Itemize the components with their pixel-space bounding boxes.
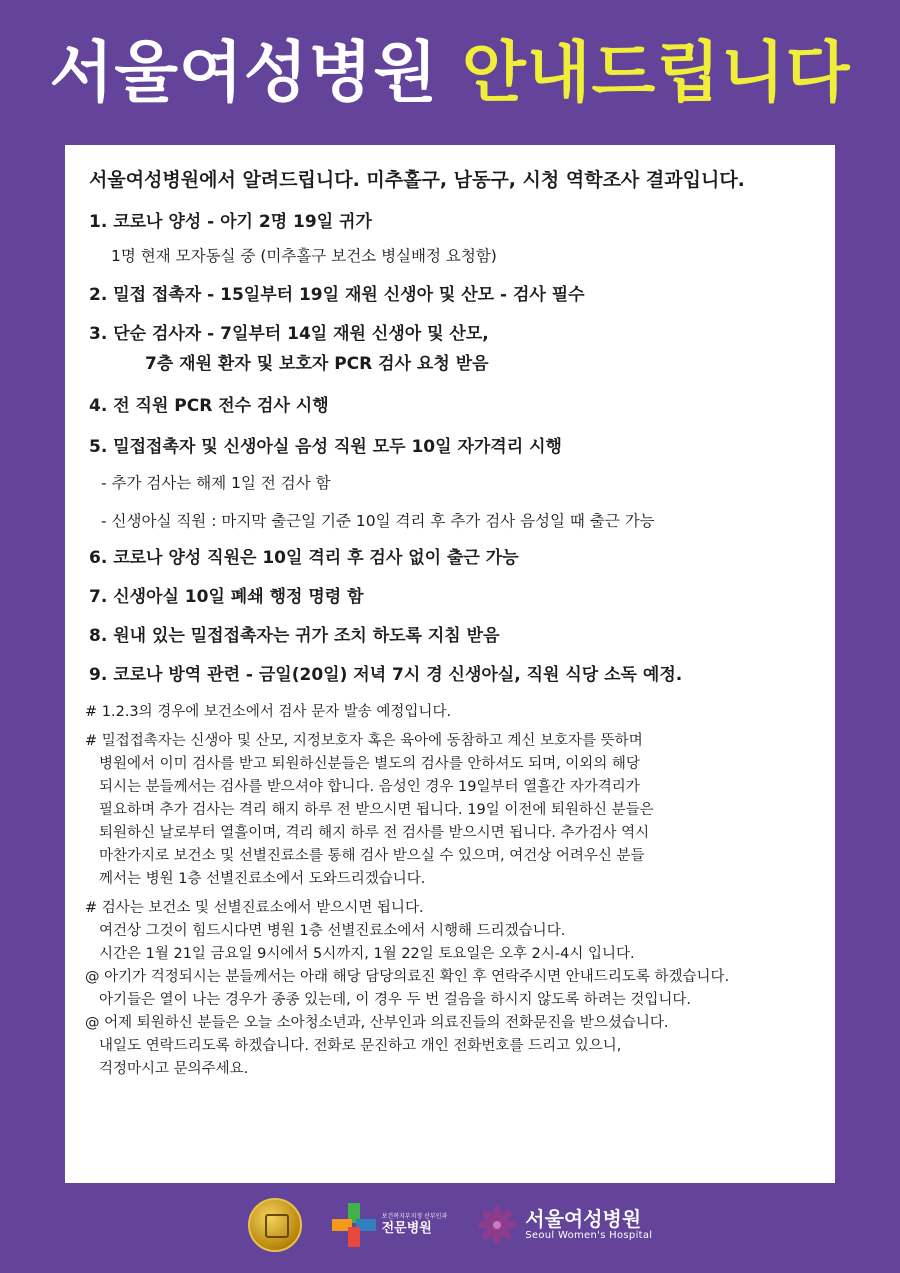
notice-item-3: 3. 단순 검사자 - 7일부터 14일 재원 신생아 및 산모, xyxy=(89,324,489,344)
page-header xyxy=(0,18,900,128)
notice-item-5-detail-2: - 신생아실 직원 : 마지막 출근일 기준 10일 격리 후 추가 검사 음성일 때 출근 가능 xyxy=(101,512,655,530)
medical-cross-icon xyxy=(332,1203,376,1247)
flower-logo-icon xyxy=(477,1205,517,1245)
note-3-line-1: # 검사는 보건소 및 선별진료소에서 받으시면 됩니다. xyxy=(85,900,424,916)
note-3-line-2: 여건상 그것이 힘드시다면 병원 1층 선별진료소에서 시행해 드리겠습니다. xyxy=(99,923,566,939)
designation-text: 전문병원 xyxy=(381,1221,432,1236)
notice-item-1: 1. 코로나 양성 - 아기 2명 19일 귀가 xyxy=(89,212,372,232)
notice-item-7: 7. 신생아실 10일 폐쇄 행정 명령 함 xyxy=(89,587,364,607)
header-title-hospital: 서울여성병원 xyxy=(49,34,438,111)
note-2-line-7: 께서는 병원 1층 선별진료소에서 도와드리겠습니다. xyxy=(99,871,426,887)
footer-logos xyxy=(0,1190,900,1260)
notice-item-8: 8. 원내 있는 밀접접촉자는 귀가 조치 하도록 지침 받음 xyxy=(89,626,500,646)
notice-item-5: 5. 밀접접촉자 및 신생아실 음성 직원 모두 10일 자가격리 시행 xyxy=(89,437,562,457)
brand-name-korean: 서울여성병원 xyxy=(525,1207,642,1231)
notice-item-2: 2. 밀접 접촉자 - 15일부터 19일 재원 신생아 및 산모 - 검사 필수 xyxy=(89,285,585,305)
note-2-line-6: 마찬가지로 보건소 및 선별진료소를 통해 검사 받으실 수 있으며, 여건상 어려우신 분들 xyxy=(99,848,645,864)
notice-item-1-detail: 1명 현재 모자동실 중 (미추홀구 보건소 병실배정 요청함) xyxy=(111,247,497,265)
notice-item-4: 4. 전 직원 PCR 전수 검사 시행 xyxy=(89,396,329,416)
notice-item-6: 6. 코로나 양성 직원은 10일 격리 후 검사 없이 출근 가능 xyxy=(89,548,519,568)
notice-panel xyxy=(65,145,835,1183)
note-2-line-3: 되시는 분들께서는 검사를 받으셔야 합니다. 음성인 경우 19일부터 열흘간 자가격리가 xyxy=(99,779,640,795)
header-title-notice: 안내드립니다 xyxy=(461,34,851,111)
notice-item-9: 9. 코로나 방역 관련 - 금일(20일) 저녁 7시 경 신생아실, 직원 식당 소독 예정. xyxy=(89,665,683,685)
note-2-line-2: 병원에서 이미 검사를 받고 퇴원하신분들은 별도의 검사를 안하셔도 되며, 이외의 해당 xyxy=(99,756,640,772)
brand-name-english: Seoul Women's Hospital xyxy=(525,1230,653,1241)
note-2-line-4: 필요하며 추가 검사는 격리 해지 하루 전 받으시면 됩니다. 19일 이전에 퇴원하신 분들은 xyxy=(99,802,654,818)
specialty-hospital-logo xyxy=(332,1203,448,1247)
note-2-line-1: # 밀접접촉자는 신생아 및 산모, 지정보호자 혹은 육아에 동참하고 계신 보호자를 뜻하며 xyxy=(85,733,643,749)
note-1: # 1.2.3의 경우에 보건소에서 검사 문자 발송 예정입니다. xyxy=(85,704,452,720)
note-5-line-2: 내일도 연락드리도록 하겠습니다. 전화로 문진하고 개인 전화번호를 드리고 있으니, xyxy=(99,1038,622,1054)
note-4-line-2: 아기들은 열이 나는 경우가 종종 있는데, 이 경우 두 번 걸음을 하시지 않도록 하려는 것입니다. xyxy=(99,992,692,1008)
note-2-line-5: 퇴원하신 날로부터 열흘이며, 격리 해지 하루 전 검사를 받으시면 됩니다. 추가검사 역시 xyxy=(99,825,650,841)
note-3-line-3: 시간은 1월 21일 금요일 9시에서 5시까지, 1월 22일 토요일은 오후 2시-4시 입니다. xyxy=(99,946,635,962)
notice-item-5-detail-1: - 추가 검사는 해제 1일 전 검사 함 xyxy=(101,474,331,492)
hospital-brand-logo xyxy=(477,1205,652,1245)
note-4-line-1: @ 아기가 걱정되시는 분들께서는 아래 해당 담당의료진 확인 후 연락주시면 안내드리도록 하겠습니다. xyxy=(85,969,730,985)
note-5-line-3: 걱정마시고 문의주세요. xyxy=(99,1061,249,1077)
notice-intro: 서울여성병원에서 알려드립니다. 미추홀구, 남동구, 시청 역학조사 결과입니다. xyxy=(89,169,745,191)
note-5-line-1: @ 어제 퇴원하신 분들은 오늘 소아청소년과, 산부인과 의료진들의 전화문진을 받으셨습니다. xyxy=(85,1015,669,1031)
seal-emblem-icon xyxy=(248,1198,302,1252)
designation-small-text: 보건복지부지정 산부인과 xyxy=(381,1213,448,1220)
notice-item-3-cont: 7층 재원 환자 및 보호자 PCR 검사 요청 받음 xyxy=(145,354,489,374)
